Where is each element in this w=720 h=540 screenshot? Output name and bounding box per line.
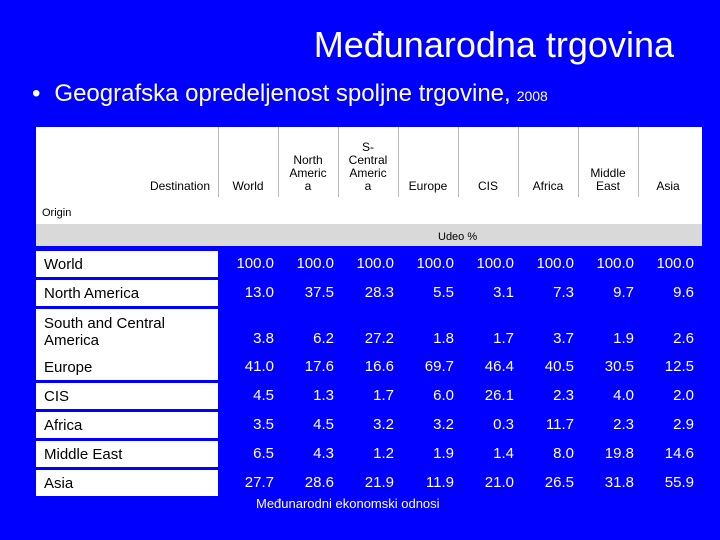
- table-cell: 4.0: [613, 387, 634, 404]
- column-header: North Americ a: [289, 153, 327, 193]
- header-destination: Destination: [149, 179, 210, 193]
- table-cell: 100.0: [356, 255, 394, 272]
- table-cell: 2.0: [673, 387, 694, 404]
- table-cell: 16.6: [364, 358, 394, 375]
- table-cell: 11.7: [545, 416, 574, 433]
- table-cell: 14.6: [664, 445, 694, 462]
- table-cell: 1.7: [493, 330, 514, 347]
- table-cell: 3.7: [553, 330, 574, 347]
- subtitle-text: Geografska opredeljenost spoljne trgovine,: [54, 80, 511, 107]
- table-cell: 100.0: [236, 255, 274, 272]
- subtitle-year: 2008: [516, 88, 548, 104]
- table-cell: 0.3: [493, 416, 514, 433]
- table-cell: 13.0: [244, 284, 274, 301]
- table-cell: 1.3: [313, 387, 334, 404]
- table-cell: 55.9: [664, 474, 694, 491]
- table-cell: 100.0: [536, 255, 574, 272]
- column-header: S- Central Americ a: [348, 140, 388, 193]
- footer-text: Međunarodni ekonomski odnosi: [256, 496, 440, 511]
- row-label: North America: [36, 280, 218, 306]
- table-cell: 5.5: [433, 284, 454, 301]
- table-cell: 4.3: [313, 445, 334, 462]
- column-header: Europe: [408, 179, 448, 193]
- table-cell: 1.8: [433, 330, 454, 347]
- table-cell: 6.0: [433, 387, 454, 404]
- table-cell: 2.6: [673, 330, 694, 347]
- table-cell: 9.7: [613, 284, 634, 301]
- table-cell: 100.0: [416, 255, 454, 272]
- row-label: Middle East: [36, 441, 218, 467]
- table-cell: 31.8: [604, 474, 634, 491]
- table-cell: 9.6: [673, 284, 694, 301]
- table-cell: 4.5: [313, 416, 334, 433]
- table-cell: 28.6: [304, 474, 334, 491]
- table-cell: 26.5: [544, 474, 574, 491]
- row-label: World: [36, 251, 218, 277]
- row-label: Africa: [36, 412, 218, 438]
- table-cell: 6.2: [313, 330, 334, 347]
- origin-band: [36, 197, 702, 224]
- table-cell: 3.2: [373, 416, 394, 433]
- table-cell: 1.2: [373, 445, 394, 462]
- table-cell: 27.2: [364, 330, 394, 347]
- table-cell: 40.5: [544, 358, 574, 375]
- table-cell: 30.5: [604, 358, 634, 375]
- table-cell: 21.0: [484, 474, 514, 491]
- table-cell: 21.9: [364, 474, 394, 491]
- table-cell: 3.1: [493, 284, 514, 301]
- table-cell: 7.3: [553, 284, 574, 301]
- row-label: South and Central America: [36, 309, 218, 354]
- table-cell: 41.0: [244, 358, 274, 375]
- table-cell: 26.1: [484, 387, 514, 404]
- table-cell: 2.9: [673, 416, 694, 433]
- table-cell: 1.7: [373, 387, 394, 404]
- table-cell: 100.0: [656, 255, 694, 272]
- table-cell: 100.0: [296, 255, 334, 272]
- table-cell: 1.9: [613, 330, 634, 347]
- page-title: Međunarodna trgovina: [313, 24, 674, 65]
- unit-band: [36, 224, 702, 246]
- table-header: [36, 127, 702, 197]
- table-cell: 100.0: [476, 255, 514, 272]
- column-header: Middle East: [590, 166, 626, 193]
- table-cell: 27.7: [244, 474, 274, 491]
- table-cell: 69.7: [424, 358, 454, 375]
- subtitle: [32, 80, 548, 108]
- table-cell: 3.5: [253, 416, 274, 433]
- table-cell: 12.5: [664, 358, 694, 375]
- row-label: Asia: [36, 470, 218, 496]
- column-header: Asia: [656, 179, 680, 193]
- table-cell: 37.5: [304, 284, 334, 301]
- row-label: CIS: [36, 383, 218, 409]
- column-header: CIS: [477, 179, 498, 193]
- table-cell: 100.0: [596, 255, 634, 272]
- column-header: World: [232, 179, 264, 193]
- unit-label: Udeo %: [438, 231, 478, 243]
- row-label: Europe: [36, 354, 218, 380]
- table-cell: 3.8: [253, 330, 274, 347]
- origin-label: Origin: [42, 207, 72, 219]
- table-cell: 4.5: [253, 387, 274, 404]
- table-cell: 1.9: [433, 445, 454, 462]
- table-cell: 2.3: [553, 387, 574, 404]
- column-header: Africa: [532, 179, 564, 193]
- bullet: •: [32, 80, 41, 107]
- table-cell: 2.3: [613, 416, 634, 433]
- table-cell: 6.5: [253, 445, 274, 462]
- table-cell: 11.9: [425, 474, 454, 491]
- table-cell: 19.8: [604, 445, 634, 462]
- table-cell: 46.4: [484, 358, 514, 375]
- table-cell: 3.2: [433, 416, 454, 433]
- table-cell: 8.0: [553, 445, 574, 462]
- table-cell: 17.6: [304, 358, 334, 375]
- table-cell: 1.4: [493, 445, 514, 462]
- table-cell: 28.3: [364, 284, 394, 301]
